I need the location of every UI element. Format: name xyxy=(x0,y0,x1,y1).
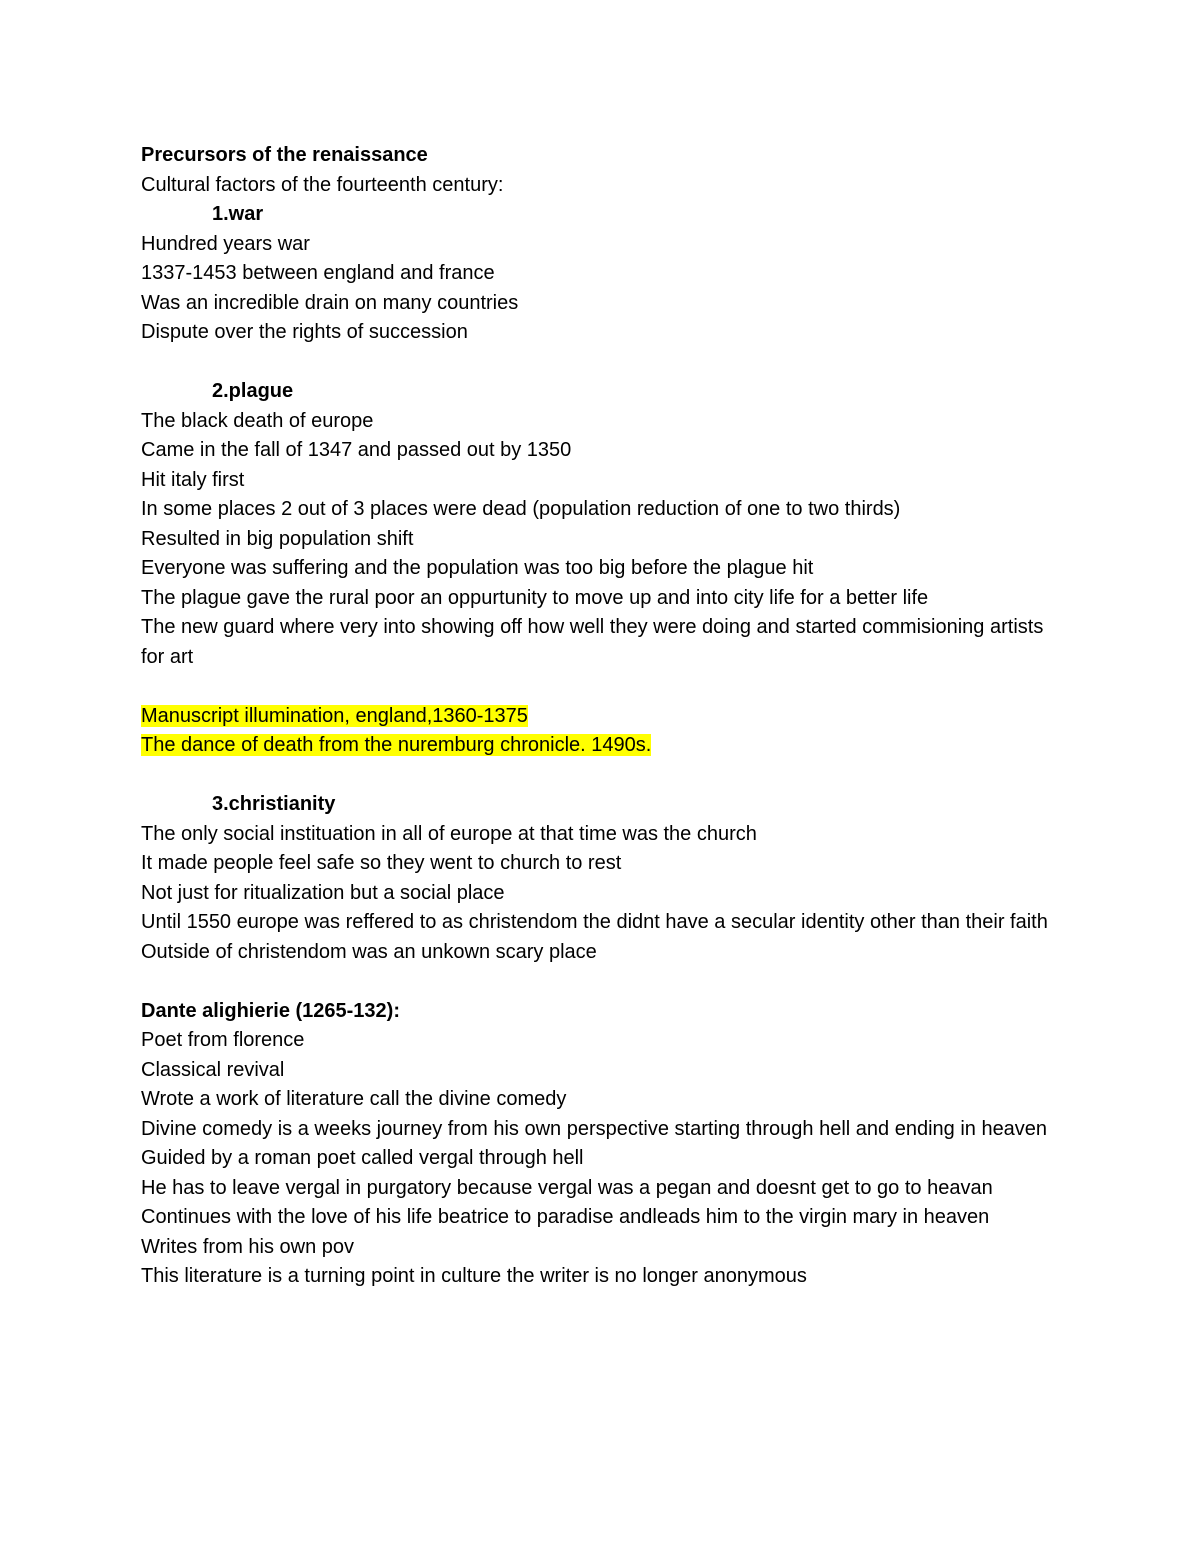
dante-line: Writes from his own pov xyxy=(141,1235,355,1258)
section-heading-war: 1.war xyxy=(212,203,264,225)
document-title: Precursors of the renaissance xyxy=(141,144,428,166)
plague-line: The black death of europe xyxy=(141,409,374,432)
blank-line xyxy=(141,761,1071,791)
document-body xyxy=(141,141,1071,1292)
highlighted-text: The dance of death from the nuremburg chronicle. 1490s. xyxy=(141,734,652,756)
section-heading-dante: Dante alighierie (1265-132): xyxy=(141,999,400,1022)
plague-line: Came in the fall of 1347 and passed out by 1350 xyxy=(141,439,572,461)
dante-line: Divine comedy is a weeks journey from his own perspective starting through hell and ending in heaven xyxy=(141,1117,1048,1140)
plague-line: Everyone was suffering and the population was too big before the plague hit xyxy=(141,557,814,579)
christianity-line: Outside of christendom was an unkown scary place xyxy=(141,940,597,963)
dante-line: He has to leave vergal in purgatory because vergal was a pegan and doesnt get to go to heavan xyxy=(141,1176,993,1199)
plague-line: In some places 2 out of 3 places were dead (population reduction of one to two thirds) xyxy=(141,498,901,520)
dante-line: Guided by a roman poet called vergal through hell xyxy=(141,1147,584,1169)
blank-line xyxy=(141,348,1071,378)
dante-line: This literature is a turning point in culture the writer is no longer anonymous xyxy=(141,1265,807,1287)
plague-line: Hit italy first xyxy=(141,468,245,491)
christianity-line: It made people feel safe so they went to church to rest xyxy=(141,852,622,874)
christianity-line: Until 1550 europe was reffered to as christendom the didnt have a secular identity other than their faith xyxy=(141,911,1048,933)
intro-line: Cultural factors of the fourteenth century: xyxy=(141,173,504,196)
plague-line: The new guard where very into showing off how well they were doing and started commisioning artists for art xyxy=(141,616,1044,668)
dante-line: Poet from florence xyxy=(141,1029,305,1051)
war-line: 1337-1453 between england and france xyxy=(141,262,495,284)
dante-line: Continues with the love of his life beatrice to paradise andleads him to the virgin mary in heaven xyxy=(141,1206,990,1228)
section-heading-plague: 2.plague xyxy=(212,380,294,402)
christianity-line: The only social instituation in all of europe at that time was the church xyxy=(141,822,757,845)
blank-line xyxy=(141,672,1071,702)
plague-line: The plague gave the rural poor an oppurtunity to move up and into city life for a better life xyxy=(141,586,929,609)
war-line: Dispute over the rights of succession xyxy=(141,321,468,343)
highlighted-text: Manuscript illumination, england,1360-1375 xyxy=(141,704,528,727)
highlighted-artwork-line xyxy=(141,702,1071,732)
blank-line xyxy=(141,967,1071,997)
section-heading-christianity: 3.christianity xyxy=(212,793,336,815)
christianity-line: Not just for ritualization but a social place xyxy=(141,881,505,904)
war-line: Hundred years war xyxy=(141,232,310,255)
dante-line: Wrote a work of literature call the divine comedy xyxy=(141,1088,567,1110)
plague-line: Resulted in big population shift xyxy=(141,527,414,550)
war-line: Was an incredible drain on many countries xyxy=(141,291,519,314)
dante-line: Classical revival xyxy=(141,1058,285,1081)
highlighted-artwork-line xyxy=(141,731,1071,761)
